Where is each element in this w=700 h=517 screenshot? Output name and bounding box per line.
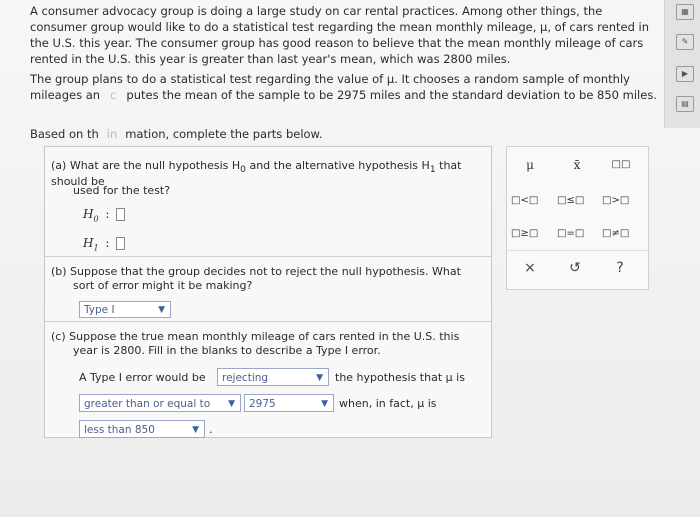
- colon: :: [105, 236, 110, 250]
- clear-button[interactable]: ×: [524, 260, 536, 276]
- instructions-fragment: Based on th: [30, 127, 99, 141]
- part-b-question-line-1: (b) Suppose that the group decides not to reject the null hypothesis. What: [51, 265, 461, 278]
- dropdown-value: rejecting: [222, 372, 269, 384]
- subscript: 1: [429, 164, 436, 176]
- intro-line-3: the U.S. this year. The consumer group has good reason to believe that the mean monthly mileage of cars: [30, 36, 644, 50]
- part-a-question-line-2: used for the test?: [73, 184, 171, 197]
- xbar-button[interactable]: x̄: [573, 158, 581, 172]
- text: and the alternative hypothesis H: [245, 159, 430, 172]
- mu-button[interactable]: μ: [526, 158, 534, 172]
- colon: :: [105, 207, 110, 221]
- intro-line-1: A consumer advocacy group is doing a large study on car rental practices. Among other things, the: [30, 4, 603, 18]
- chevron-down-icon: ▼: [192, 425, 199, 435]
- type1-sentence-end: when, in fact, μ is: [339, 397, 437, 410]
- part-b: [45, 256, 491, 322]
- greater-equal-button[interactable]: □≥□: [511, 228, 539, 239]
- math-palette: [506, 146, 649, 290]
- notes-icon[interactable]: ✎: [676, 34, 694, 50]
- h0-input[interactable]: [116, 208, 125, 221]
- type1-sentence-middle: the hypothesis that μ is: [335, 371, 465, 384]
- h1-row: [83, 236, 125, 252]
- intro-line-4: rented in the U.S. this year is greater than last year's mean, which was 2800 miles.: [30, 52, 511, 66]
- truth-dropdown[interactable]: [79, 420, 205, 438]
- intro-line-2: consumer group would like to do a statistical test regarding the mean monthly mileage, μ, of cars rented in: [30, 20, 650, 34]
- calculator-icon[interactable]: ▦: [676, 4, 694, 20]
- chevron-down-icon: ▼: [321, 399, 328, 409]
- undo-button[interactable]: ↺: [569, 260, 581, 276]
- sentence-period: .: [209, 423, 213, 436]
- type1-sentence-start: A Type I error would be: [79, 371, 206, 384]
- subscript: 0: [240, 164, 246, 176]
- h0-subscript: 0: [93, 214, 99, 224]
- less-than-button[interactable]: □<□: [511, 195, 539, 206]
- part-c-question-line-2: year is 2800. Fill in the blanks to describe a Type I error.: [73, 344, 381, 357]
- text: (a) What are the null hypothesis H: [51, 159, 241, 172]
- chevron-down-icon: ▼: [316, 373, 323, 383]
- ebook-icon[interactable]: ▤: [676, 96, 694, 112]
- not-equal-button[interactable]: □≠□: [602, 228, 630, 239]
- part-c-question-line-1: (c) Suppose the true mean monthly mileage of cars rented in the U.S. this: [51, 330, 460, 343]
- greater-than-button[interactable]: □>□: [602, 195, 630, 206]
- help-button[interactable]: ?: [616, 260, 624, 276]
- superscript-button[interactable]: □□: [611, 159, 631, 170]
- video-icon[interactable]: ▶: [676, 66, 694, 82]
- question-box: [44, 146, 492, 438]
- h1-label: H: [83, 236, 94, 250]
- side-toolbar: [664, 0, 700, 128]
- part-a: [45, 147, 491, 256]
- h0-label: H: [83, 207, 94, 221]
- dropdown-value: greater than or equal to: [84, 398, 211, 410]
- intro-fragment: mileages an: [30, 88, 101, 102]
- intro-fragment-muted: c: [110, 88, 117, 102]
- dropdown-value: less than 850: [84, 424, 155, 436]
- instructions-fragment-muted: in: [106, 127, 118, 141]
- dropdown-value: 2975: [249, 398, 276, 410]
- error-type-dropdown[interactable]: [79, 301, 171, 318]
- intro-line-6: [30, 87, 657, 103]
- instructions-fragment: mation, complete the parts below.: [125, 127, 323, 141]
- value-dropdown[interactable]: [244, 394, 334, 412]
- chevron-down-icon: ▼: [228, 399, 235, 409]
- intro-line-5: The group plans to do a statistical test regarding the value of μ. It chooses a random sample of monthly: [30, 72, 630, 86]
- part-b-question-line-2: sort of error might it be making?: [73, 279, 253, 292]
- h1-input[interactable]: [116, 237, 125, 250]
- action-dropdown[interactable]: [217, 368, 329, 386]
- part-c: [45, 321, 491, 438]
- comparison-dropdown[interactable]: [79, 394, 241, 412]
- equal-button[interactable]: □=□: [557, 228, 585, 239]
- h0-row: [83, 207, 125, 223]
- instructions: [30, 126, 323, 142]
- chevron-down-icon: ▼: [158, 305, 165, 315]
- palette-divider: [507, 250, 648, 251]
- less-equal-button[interactable]: □≤□: [557, 195, 585, 206]
- h1-subscript: 1: [93, 243, 99, 253]
- intro-fragment: putes the mean of the sample to be 2975 miles and the standard deviation to be 850 miles.: [126, 88, 657, 102]
- text: that should be: [51, 159, 462, 189]
- dropdown-value: Type I: [84, 304, 115, 316]
